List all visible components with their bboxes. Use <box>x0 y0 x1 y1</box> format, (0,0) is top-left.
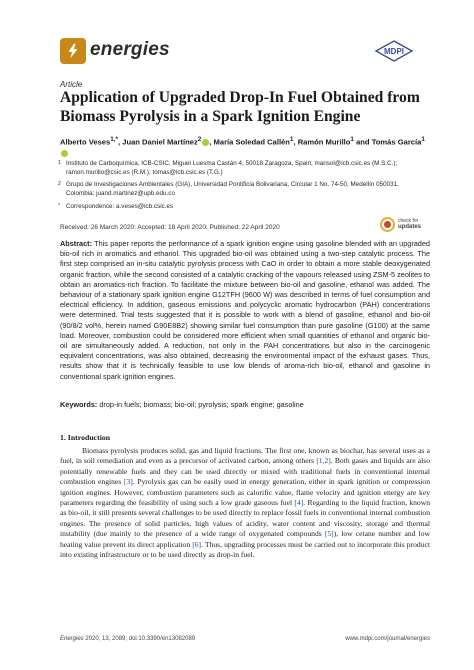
body-text-segment: . Both gases and liquids are also potentially renewable fuels and they can be used directly or mixed with traditional fuels in conventional internal combustion engines <box>60 456 430 487</box>
affiliation-number: 1 <box>58 160 61 166</box>
publisher-name: MDPI <box>384 47 404 56</box>
author-name: Ramón Murillo <box>297 137 351 147</box>
citation-link[interactable]: [3] <box>123 477 133 487</box>
check-updates-icon <box>380 217 395 232</box>
keywords-text: drop-in fuels; biomass; bio-oil; pyrolysis; spark engine; gasoline <box>99 400 304 409</box>
affiliation-number: 2 <box>58 181 61 187</box>
author-name: María Soledad Callén <box>213 137 290 147</box>
abstract-text: This paper reports the performance of a spark ignition engine using gasoline blended with an upgraded bio-oil rich in aromatics and ethanol. This upgraded bio-oil was obtained using a two-step catalytic process. The first step comprised an in-situ catalytic pyrolysis process with CaO in order to obtain a more stable deoxygenated organic fraction, while the second consisted of a catalytic cracking of the vapours released using ZSM-5 zeolites to obtain an aromatics-rich fraction. To facilitate the mixture between bio-oil and gasoline, ethanol was added. The behaviour of a stationary spark ignition engine G12TFH (9600 W) was described in terms of fuel consumption and electrical efficiency. In addition, gaseous emissions and polycyclic aromatic hydrocarbon (PAH) concentrations were determined. Trial tests suggested that it is possible to work with a blend of gasoline, ethanol and bio-oil (90/8/2 vol%, herein named G90E8B2) showing similar fuel consumption than pure gasoline (G100) at the same load. Moreover, combustion could be considered more efficient when small quantities of ethanol and organic bio-oil are simultaneously added. A reduction, not only in the PAH concentrations but also in the carcinogenic equivalent concentrations, was also obtained, decreasing the environmental impact of the exhaust gases. Thus, results show that it is technically feasible to use low blends of aroma-rich bio-oil, ethanol and gasoline in conventional spark ignition engines. <box>60 239 430 381</box>
citation-link[interactable]: [6] <box>192 539 202 549</box>
body-text-segment: . Regarding to the liquid fraction, known as bio-oil, it still presents several challenges to be used directly to replace fossil fuels in conventional internal combustion engines. The presence of solid particles, high values of acidity, water content and viscosity, storage and thermal instability (due mainly to the presence of a wide range of oxygenated compounds <box>60 498 430 539</box>
author-name: Alberto Veses <box>60 137 111 147</box>
author-affiliation-mark: 2 <box>197 136 202 143</box>
check-for-updates-button[interactable] <box>380 213 430 235</box>
affiliation-2 <box>58 181 426 198</box>
journal-name: energies <box>90 39 170 60</box>
publication-dates: Received: 26 March 2020; Accepted: 18 April 2020; Published: 22 April 2020 <box>60 224 280 231</box>
orcid-icon[interactable] <box>61 150 68 157</box>
article-type: Article <box>60 80 83 89</box>
author-affiliation-mark: 1,* <box>110 136 118 143</box>
author-affiliation-mark: 1 <box>350 136 354 143</box>
body-text-segment: ), low cetane number and low heating value prevent its direct application <box>60 529 431 549</box>
mdpi-logo-icon <box>374 40 414 62</box>
footer-citation-text: 2020, 13, 2089; doi:10.3390/en13082089 <box>83 636 196 642</box>
body-text-segment: . Pyrolysis gas can be easily used in energy generation, either in spark ignition or compression ignition engines. However, combustion parameters such as calorific value, flame velocity and ignition energy are key parameters regarding the feasibility of using such a low grade gaseous fuel <box>60 477 430 508</box>
correspondence <box>58 203 426 212</box>
body-text-segment: . Thus, upgrading processes must be carried out to incorporate this product into existing infrastructure or to be used directly as drop-in fuel. <box>60 539 430 560</box>
author-list: Alberto Veses$^{1,*}$, Juan Daniel Martínez$^2$ , María Soledad Callén$^1$, Ramón Murillo$^1$ and Tomás García$^1$ <box>60 134 430 159</box>
paper-title: Application of Upgraded Drop-In Fuel Obtained from Biomass Pyrolysis in a Spark Ignition Engine <box>60 89 420 125</box>
energies-logo-icon <box>60 38 86 64</box>
affiliation-text: Instituto de Carboquímica, ICB-CSIC, Miguel Luesma Castán 4, 50018 Zaragoza, Spain; marisol@icb.csic.es (M.S.C.); ramon.murillo@csic.es (R.M.); tomas@icb.csic.es (T.G.) <box>66 160 398 176</box>
correspondence-text: Correspondence: a.veses@icb.csic.es <box>66 203 174 210</box>
check-updates-line2: updates <box>398 224 422 230</box>
footer-citation <box>60 636 195 642</box>
check-updates-label <box>398 218 421 230</box>
citation-link[interactable]: [5] <box>324 529 334 539</box>
author-affiliation-mark: 1 <box>421 136 425 143</box>
orcid-icon[interactable] <box>202 139 209 146</box>
affiliation-1 <box>58 160 426 177</box>
introduction-paragraph <box>60 446 430 560</box>
author-name: Tomás García <box>371 137 422 147</box>
body-text-segment: Biomass pyrolysis produces solid, gas and liquid fractions. The first one, known as biochar, has several uses as a fuel, in soil remediation and even as a precursor of activated carbon, among others <box>60 446 430 466</box>
abstract <box>60 239 430 382</box>
author-name: Juan Daniel Martínez <box>122 137 198 147</box>
keywords-label: Keywords: <box>60 400 98 409</box>
affiliation-number: * <box>58 203 60 209</box>
affiliation-text: Grupo de Investigaciones Ambientales (GIA), Universidad Pontificia Bolivariana, Circular 1 No. 74-50, Medellín 050031, Colombia; juand.martinez@upb.edu.co <box>66 181 399 197</box>
check-updates-line1: check for <box>398 218 419 224</box>
abstract-label: Abstract: <box>60 239 93 248</box>
citation-link[interactable]: [1,2] <box>316 456 331 466</box>
keywords <box>60 400 430 410</box>
citation-link[interactable]: [4] <box>294 498 304 508</box>
author-affiliation-mark: 1 <box>289 136 294 143</box>
footer-journal-url[interactable]: www.mdpi.com/journal/energies <box>345 636 430 642</box>
footer-journal: Energies <box>60 636 84 642</box>
section-heading: 1. Introduction <box>60 433 111 442</box>
